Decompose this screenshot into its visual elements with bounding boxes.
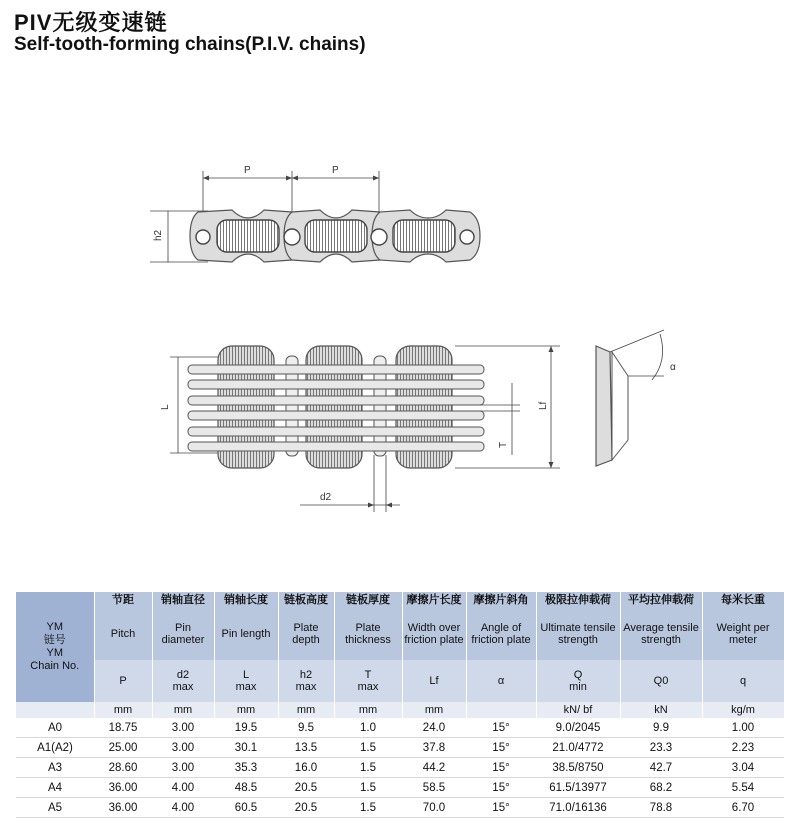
col-unit-1: mm: [152, 702, 214, 718]
col-cn-9: 每米长重: [702, 592, 784, 608]
col-cn-3: 链板高度: [278, 592, 334, 608]
table-cell: 1.5: [334, 758, 402, 778]
spec-table: [16, 592, 785, 818]
col-en-4: Plate thickness: [334, 608, 402, 660]
col-unit-5: mm: [402, 702, 466, 718]
table-row: [16, 778, 784, 798]
table-cell: 78.8: [620, 798, 702, 818]
title-english: Self-tooth-forming chains(P.I.V. chains): [14, 34, 366, 55]
table-cell: 18.75: [94, 718, 152, 738]
col-unit-8: kN: [620, 702, 702, 718]
table-cell: 1.00: [702, 718, 784, 738]
table-body: [16, 718, 784, 818]
col-sym-7: Q min: [536, 660, 620, 702]
col-sym-2: L max: [214, 660, 278, 702]
table-cell: 37.8: [402, 738, 466, 758]
table-cell: 3.04: [702, 758, 784, 778]
table-cell: 1.5: [334, 798, 402, 818]
col-cn-6: 摩擦片斜角: [466, 592, 536, 608]
chain-no-cell: A4: [16, 778, 94, 798]
table-row: [16, 718, 784, 738]
chain-no-cell: A1(A2): [16, 738, 94, 758]
table-cell: 48.5: [214, 778, 278, 798]
table-cell: 4.00: [152, 798, 214, 818]
table-cell: 35.3: [214, 758, 278, 778]
col-sym-9: q: [702, 660, 784, 702]
table-cell: 20.5: [278, 778, 334, 798]
table-cell: 60.5: [214, 798, 278, 818]
col-sym-1: d2 max: [152, 660, 214, 702]
col-sym-3: h2 max: [278, 660, 334, 702]
table-cell: 15°: [466, 758, 536, 778]
table-cell: 15°: [466, 778, 536, 798]
table-cell: 24.0: [402, 718, 466, 738]
label-p2: P: [332, 165, 339, 176]
header-unit-row: [16, 702, 784, 718]
table-cell: 19.5: [214, 718, 278, 738]
side-view: [150, 165, 480, 262]
table-cell: 15°: [466, 798, 536, 818]
col-unit-0: mm: [94, 702, 152, 718]
header-cn-row: [16, 592, 784, 608]
col-en-0: Pitch: [94, 608, 152, 660]
col-unit-6: [466, 702, 536, 718]
table-cell: 9.0/2045: [536, 718, 620, 738]
table-cell: 68.2: [620, 778, 702, 798]
top-view: [160, 346, 560, 512]
table-cell: 3.00: [152, 738, 214, 758]
table-cell: 9.5: [278, 718, 334, 738]
col-cn-8: 平均拉伸载荷: [620, 592, 702, 608]
table-cell: 42.7: [620, 758, 702, 778]
col-cn-0: 节距: [94, 592, 152, 608]
table-cell: 61.5/13977: [536, 778, 620, 798]
col-unit-4: mm: [334, 702, 402, 718]
col-sym-6: α: [466, 660, 536, 702]
table-cell: 38.5/8750: [536, 758, 620, 778]
label-t: T: [498, 441, 509, 448]
label-l: L: [160, 404, 171, 410]
table-cell: 13.5: [278, 738, 334, 758]
table-cell: 21.0/4772: [536, 738, 620, 758]
table-cell: 3.00: [152, 758, 214, 778]
table-cell: 36.00: [94, 778, 152, 798]
table-cell: 71.0/16136: [536, 798, 620, 818]
table-cell: 15°: [466, 738, 536, 758]
col-cn-7: 极限拉伸载荷: [536, 592, 620, 608]
table-cell: 1.5: [334, 738, 402, 758]
header-symbol-row: [16, 660, 784, 702]
table-cell: 28.60: [94, 758, 152, 778]
table-cell: 9.9: [620, 718, 702, 738]
table-cell: 15°: [466, 718, 536, 738]
col-en-8: Average tensile strength: [620, 608, 702, 660]
title-chinese: PIV无级变速链: [14, 10, 168, 35]
chain-no-cell: A3: [16, 758, 94, 778]
table-row: [16, 758, 784, 778]
table-cell: 5.54: [702, 778, 784, 798]
chain-no-header: YM 链号 YM Chain No.: [16, 592, 94, 702]
col-unit-7: kN/ bf: [536, 702, 620, 718]
table-cell: 23.3: [620, 738, 702, 758]
table-cell: 3.00: [152, 718, 214, 738]
col-unit-9: kg/m: [702, 702, 784, 718]
label-lf: Lf: [538, 401, 549, 410]
table-cell: 44.2: [402, 758, 466, 778]
col-cn-1: 销轴直径: [152, 592, 214, 608]
col-en-6: Angle of friction plate: [466, 608, 536, 660]
table-cell: 2.23: [702, 738, 784, 758]
col-sym-0: P: [94, 660, 152, 702]
friction-plate-profile: [596, 330, 676, 466]
col-sym-4: T max: [334, 660, 402, 702]
label-p1: P: [244, 165, 251, 176]
col-sym-8: Q0: [620, 660, 702, 702]
col-unit-3: mm: [278, 702, 334, 718]
chain-no-cell: A0: [16, 718, 94, 738]
col-en-9: Weight per meter: [702, 608, 784, 660]
col-en-5: Width over friction plate: [402, 608, 466, 660]
chain-no-cell: A5: [16, 798, 94, 818]
label-alpha: α: [670, 362, 676, 373]
table-cell: 25.00: [94, 738, 152, 758]
col-en-3: Plate depth: [278, 608, 334, 660]
col-en-2: Pin length: [214, 608, 278, 660]
col-unit-2: mm: [214, 702, 278, 718]
table-cell: 36.00: [94, 798, 152, 818]
col-cn-2: 销轴长度: [214, 592, 278, 608]
col-en-7: Ultimate tensile strength: [536, 608, 620, 660]
header-en-row: [16, 608, 784, 660]
table-cell: 16.0: [278, 758, 334, 778]
table-cell: 70.0: [402, 798, 466, 818]
col-cn-4: 链板厚度: [334, 592, 402, 608]
table-cell: 1.0: [334, 718, 402, 738]
col-en-1: Pin diameter: [152, 608, 214, 660]
table-cell: 20.5: [278, 798, 334, 818]
label-d2: d2: [320, 492, 332, 503]
table-cell: 1.5: [334, 778, 402, 798]
col-sym-5: Lf: [402, 660, 466, 702]
table-cell: 30.1: [214, 738, 278, 758]
table-cell: 4.00: [152, 778, 214, 798]
label-h2: h2: [153, 229, 164, 241]
col-cn-5: 摩擦片长度: [402, 592, 466, 608]
table-cell: 6.70: [702, 798, 784, 818]
table-cell: 58.5: [402, 778, 466, 798]
table-row: [16, 798, 784, 818]
table-row: [16, 738, 784, 758]
